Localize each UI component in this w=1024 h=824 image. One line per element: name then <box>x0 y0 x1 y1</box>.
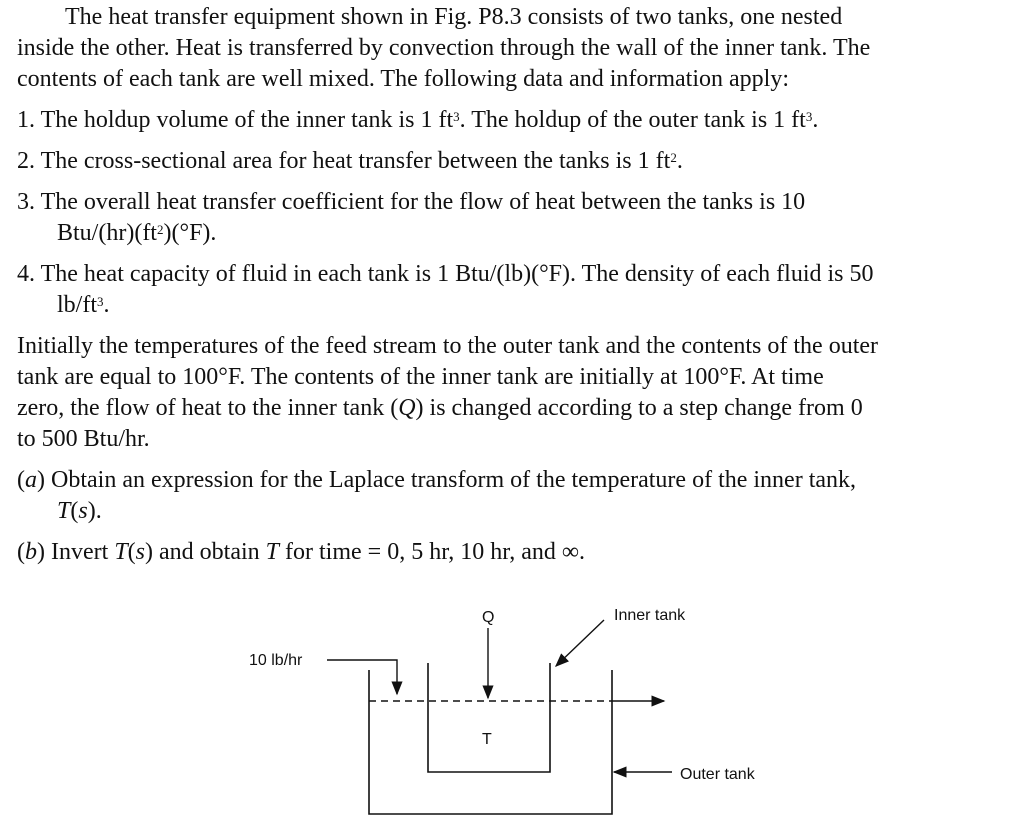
feed-arrow <box>327 660 397 694</box>
part-text: for time = 0, 5 hr, 10 hr, and ∞. <box>285 539 586 565</box>
q-symbol: Q <box>398 395 416 421</box>
t-symbol: T <box>114 539 128 565</box>
outer-tank-label: Outer tank <box>680 766 755 783</box>
superscript: 3 <box>97 294 104 309</box>
list-item <box>17 105 1017 136</box>
item-text: The overall heat transfer coefficient for the flow of heat between the tanks is 10 <box>40 189 806 215</box>
part-a: (a) Obtain an expression for the Laplace transform of the temperature of the inner tank, T(s). <box>17 467 857 524</box>
item-text: . <box>812 107 819 133</box>
item-text: The cross-sectional area for heat transfer between the tanks is 1 ft <box>40 148 671 174</box>
inner-tank-pointer <box>556 620 604 666</box>
item-text: . <box>103 292 110 318</box>
item-text: )(°F). <box>163 220 217 246</box>
part-text: Invert <box>51 539 109 565</box>
t-label: T <box>482 731 492 748</box>
para-line: zero, the flow of heat to the inner tank ( <box>17 395 399 421</box>
s-symbol: s <box>78 498 88 524</box>
initial-conditions-paragraph <box>17 331 1017 455</box>
problem-text <box>17 0 1017 568</box>
superscript: 2 <box>670 150 677 165</box>
intro-line-2: inside the other. Heat is transferred by convection through the wall of the inner tank. The <box>17 35 871 61</box>
superscript: 2 <box>156 222 164 237</box>
list-item <box>17 187 1017 249</box>
item-text: . <box>676 148 683 174</box>
item-text: . The holdup of the outer tank is 1 ft <box>459 107 806 133</box>
list-item <box>17 259 1017 321</box>
q-label: Q <box>482 609 495 626</box>
item-number: 3. <box>17 189 35 215</box>
list-item <box>17 146 1017 177</box>
superscript: 3 <box>453 109 460 124</box>
intro-line-1: The heat transfer equipment shown in Fig. P8.3 consists of two tanks, one nested <box>65 4 843 30</box>
item-number: 2. <box>17 148 35 174</box>
t-symbol: T <box>57 498 71 524</box>
intro-line-3: contents of each tank are well mixed. The following data and information apply: <box>17 66 789 92</box>
item-number: 4. <box>17 261 35 287</box>
part-label: b <box>25 539 37 565</box>
tank-diagram <box>0 588 1024 824</box>
para-line: tank are equal to 100°F. The contents of the inner tank are initially at 100°F. At time <box>17 364 824 390</box>
inner-tank <box>428 663 550 772</box>
part-label: a <box>25 467 37 493</box>
item-number: 1. <box>17 107 35 133</box>
feed-label: 10 lb/hr <box>249 652 303 669</box>
superscript: 3 <box>805 109 813 124</box>
part-b: (b) Invert T(s) and obtain T for time = 0, 5 hr, 10 hr, and ∞. <box>17 539 586 565</box>
part-text: Obtain an expression for the Laplace transform of the temperature of the inner tank, <box>51 467 857 493</box>
part-text: and obtain <box>159 539 260 565</box>
inner-tank-label: Inner tank <box>614 607 686 624</box>
s-symbol: s <box>135 539 146 565</box>
item-text: The holdup volume of the inner tank is 1 ft <box>40 107 454 133</box>
t-symbol: T <box>265 539 280 565</box>
item-text: lb/ft <box>57 292 97 318</box>
para-line: to 500 Btu/hr. <box>17 426 150 452</box>
item-text: The heat capacity of fluid in each tank is 1 Btu/(lb)(°F). The density of each fluid is 50 <box>40 261 874 287</box>
para-line: Initially the temperatures of the feed stream to the outer tank and the contents of the outer <box>17 333 879 359</box>
para-line: ) is changed according to a step change from 0 <box>415 395 863 421</box>
item-text: Btu/(hr)(ft <box>57 220 157 246</box>
intro-paragraph <box>17 2 1017 95</box>
